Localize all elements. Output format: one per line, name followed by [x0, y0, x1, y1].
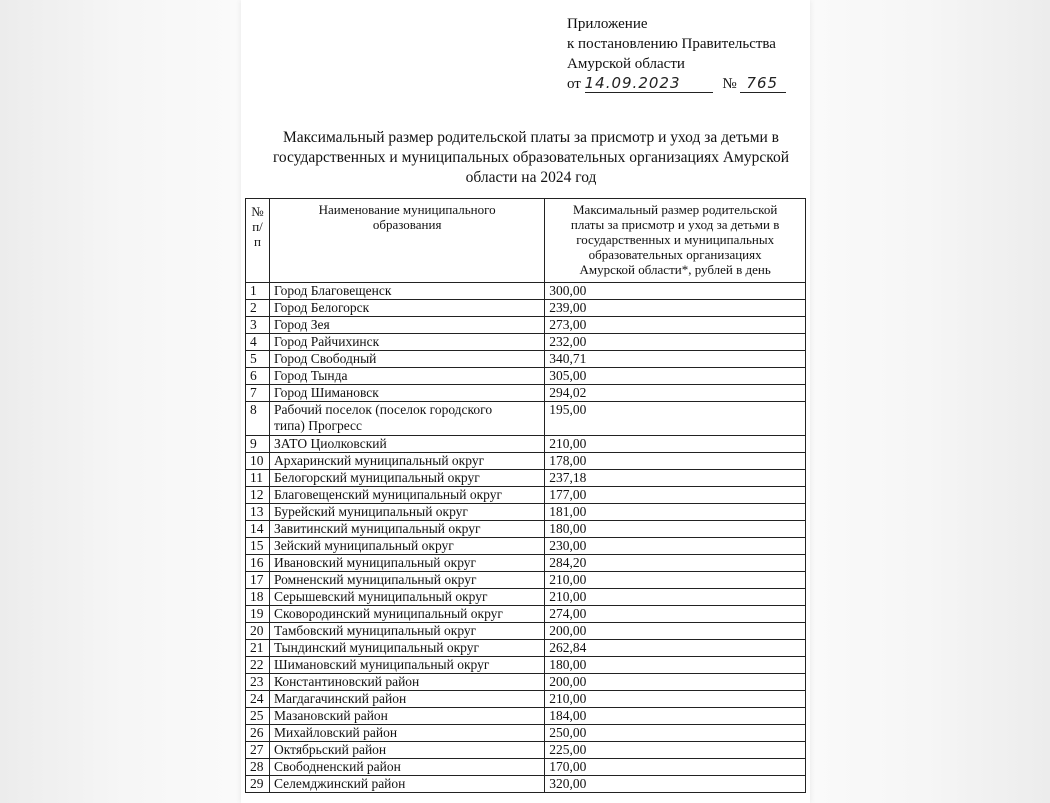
row-number: 10 — [246, 453, 270, 470]
row-fee: 210,00 — [545, 589, 806, 606]
table-row — [246, 674, 806, 691]
row-fee: 237,18 — [545, 470, 806, 487]
table-row — [246, 487, 806, 504]
handwritten-number: 765 — [746, 74, 779, 92]
municipality-name: Город Благовещенск — [273, 283, 392, 298]
row-fee: 180,00 — [545, 521, 806, 538]
row-fee: 210,00 — [545, 572, 806, 589]
row-number: 2 — [246, 300, 270, 317]
row-number: 1 — [246, 283, 270, 300]
table-row — [246, 691, 806, 708]
row-fee: 340,71 — [545, 351, 806, 368]
municipality-name: Тамбовский муниципальный округ — [273, 623, 477, 638]
table-row — [246, 759, 806, 776]
header-fee — [545, 199, 806, 283]
row-number: 9 — [246, 436, 270, 453]
row-fee: 284,20 — [545, 555, 806, 572]
row-number: 23 — [246, 674, 270, 691]
row-fee: 232,00 — [545, 334, 806, 351]
table-row — [246, 742, 806, 759]
row-number: 5 — [246, 351, 270, 368]
municipality-name: Октябрьский район — [273, 742, 387, 757]
row-number: 24 — [246, 691, 270, 708]
row-fee: 294,02 — [545, 385, 806, 402]
row-municipality — [269, 385, 544, 402]
table-row — [246, 708, 806, 725]
header-fee-line-4: образовательных организациях — [588, 247, 762, 262]
row-municipality — [269, 487, 544, 504]
row-municipality — [269, 317, 544, 334]
municipality-name: Город Свободный — [273, 351, 377, 366]
municipality-name: Сковородинский муниципальный округ — [273, 606, 503, 621]
row-fee: 262,84 — [545, 640, 806, 657]
municipality-name: Город Зея — [273, 317, 330, 332]
row-number: 28 — [246, 759, 270, 776]
number-prefix: № — [722, 76, 737, 92]
row-municipality — [269, 504, 544, 521]
row-fee: 177,00 — [545, 487, 806, 504]
row-number: 6 — [246, 368, 270, 385]
row-fee: 181,00 — [545, 504, 806, 521]
row-fee: 170,00 — [545, 759, 806, 776]
row-fee: 180,00 — [545, 657, 806, 674]
municipality-name: Завитинский муниципальный округ — [273, 521, 481, 536]
row-municipality — [269, 725, 544, 742]
row-municipality — [269, 283, 544, 300]
header-fee-line-1: Максимальный размер родительской — [572, 202, 778, 217]
municipality-name: Город Райчихинск — [273, 334, 380, 349]
table-row — [246, 283, 806, 300]
municipality-name: Ромненский муниципальный округ — [273, 572, 477, 587]
appendix-date-line — [567, 74, 786, 94]
date-prefix: от — [567, 76, 581, 92]
appendix-line-1: Приложение — [567, 16, 648, 32]
row-number: 29 — [246, 776, 270, 793]
table-row — [246, 640, 806, 657]
row-number: 11 — [246, 470, 270, 487]
row-fee: 184,00 — [545, 708, 806, 725]
municipality-name: Город Белогорск — [273, 300, 370, 315]
row-number: 7 — [246, 385, 270, 402]
row-number: 13 — [246, 504, 270, 521]
table-row — [246, 385, 806, 402]
municipality-name: Михайловский район — [273, 725, 398, 740]
title-line-2: государственных и муниципальных образовательных организациях Амурской — [272, 149, 790, 166]
row-fee: 200,00 — [545, 623, 806, 640]
municipality-name: Константиновский район — [273, 674, 420, 689]
table-row — [246, 334, 806, 351]
municipality-name: Тындинский муниципальный округ — [273, 640, 480, 655]
row-fee: 273,00 — [545, 317, 806, 334]
row-municipality — [269, 657, 544, 674]
row-fee: 195,00 — [545, 402, 806, 436]
municipality-name: Архаринский муниципальный округ — [273, 453, 485, 468]
municipality-name: Свободненский район — [273, 759, 401, 774]
row-municipality — [269, 776, 544, 793]
header-name-line-1: Наименование муниципального — [318, 202, 496, 217]
municipality-name: Город Тында — [273, 368, 348, 383]
header-number — [246, 199, 270, 283]
row-municipality — [269, 521, 544, 538]
table-body — [246, 283, 806, 793]
header-number-line-1: № — [251, 204, 264, 219]
row-municipality — [269, 572, 544, 589]
header-name-line-2: образования — [372, 217, 442, 232]
table-row — [246, 521, 806, 538]
table-row — [246, 368, 806, 385]
row-municipality — [269, 555, 544, 572]
row-municipality — [269, 300, 544, 317]
table-row — [246, 300, 806, 317]
row-fee: 210,00 — [545, 436, 806, 453]
title-line-1: Максимальный размер родительской платы за присмотр и уход за детьми в — [283, 129, 779, 146]
table-row — [246, 453, 806, 470]
municipality-name: Благовещенский муниципальный округ — [273, 487, 502, 502]
row-number: 8 — [246, 402, 270, 436]
row-municipality — [269, 742, 544, 759]
date-field — [585, 75, 713, 93]
row-number: 14 — [246, 521, 270, 538]
municipality-name: Магдагачинский район — [273, 691, 407, 706]
row-fee: 210,00 — [545, 691, 806, 708]
row-fee: 239,00 — [545, 300, 806, 317]
row-number: 20 — [246, 623, 270, 640]
row-fee: 178,00 — [545, 453, 806, 470]
handwritten-date: 14.09.2023 — [584, 74, 681, 92]
row-number: 15 — [246, 538, 270, 555]
municipality-name: Серышевский муниципальный округ — [273, 589, 488, 604]
header-fee-line-2: платы за присмотр и уход за детьми в — [570, 217, 780, 232]
municipality-name: Рабочий поселок (поселок городского — [273, 402, 493, 417]
number-field — [740, 75, 786, 93]
row-fee: 250,00 — [545, 725, 806, 742]
table-row — [246, 555, 806, 572]
header-name — [269, 199, 544, 283]
row-municipality — [269, 470, 544, 487]
table-header-row — [246, 199, 806, 283]
row-number: 16 — [246, 555, 270, 572]
row-number: 4 — [246, 334, 270, 351]
table-row — [246, 351, 806, 368]
municipality-name: Шимановский муниципальный округ — [273, 657, 490, 672]
row-fee: 225,00 — [545, 742, 806, 759]
table-row — [246, 504, 806, 521]
row-municipality — [269, 402, 544, 436]
municipality-name-continued: типа) Прогресс — [273, 418, 363, 433]
row-municipality — [269, 759, 544, 776]
row-number: 22 — [246, 657, 270, 674]
municipality-name: Ивановский муниципальный округ — [273, 555, 477, 570]
row-municipality — [269, 368, 544, 385]
row-fee: 230,00 — [545, 538, 806, 555]
fees-table — [245, 198, 806, 793]
municipality-name: Бурейский муниципальный округ — [273, 504, 468, 519]
row-municipality — [269, 623, 544, 640]
municipality-name: Мазановский район — [273, 708, 388, 723]
row-number: 3 — [246, 317, 270, 334]
document-title — [248, 128, 814, 188]
row-number: 12 — [246, 487, 270, 504]
table-row — [246, 402, 806, 436]
row-number: 19 — [246, 606, 270, 623]
row-municipality — [269, 589, 544, 606]
row-municipality — [269, 640, 544, 657]
row-number: 17 — [246, 572, 270, 589]
row-municipality — [269, 708, 544, 725]
row-fee: 300,00 — [545, 283, 806, 300]
row-fee: 320,00 — [545, 776, 806, 793]
row-municipality — [269, 606, 544, 623]
row-municipality — [269, 453, 544, 470]
table-row — [246, 317, 806, 334]
header-number-line-2: п/п — [252, 219, 263, 249]
row-municipality — [269, 436, 544, 453]
row-fee: 274,00 — [545, 606, 806, 623]
row-number: 27 — [246, 742, 270, 759]
municipality-name: Город Шимановск — [273, 385, 379, 400]
municipality-name: Белогорский муниципальный округ — [273, 470, 480, 485]
title-line-3: области на 2024 год — [465, 169, 597, 186]
table-row — [246, 589, 806, 606]
row-municipality — [269, 351, 544, 368]
row-municipality — [269, 538, 544, 555]
table-row — [246, 725, 806, 742]
table-row — [246, 776, 806, 793]
table-row — [246, 470, 806, 487]
row-number: 21 — [246, 640, 270, 657]
row-number: 26 — [246, 725, 270, 742]
row-fee: 200,00 — [545, 674, 806, 691]
appendix-line-2: к постановлению Правительства — [567, 36, 776, 52]
municipality-name: Зейский муниципальный округ — [273, 538, 454, 553]
table-row — [246, 572, 806, 589]
header-fee-line-3: государственных и муниципальных — [576, 232, 775, 247]
appendix-header — [567, 14, 786, 94]
header-fee-line-5: Амурской области*, рублей в день — [579, 262, 771, 277]
row-municipality — [269, 674, 544, 691]
table-row — [246, 606, 806, 623]
table-row — [246, 623, 806, 640]
row-number: 18 — [246, 589, 270, 606]
table-row — [246, 538, 806, 555]
row-municipality — [269, 334, 544, 351]
table-row — [246, 657, 806, 674]
appendix-line-3: Амурской области — [567, 56, 685, 72]
municipality-name: Селемджинский район — [273, 776, 406, 791]
row-municipality — [269, 691, 544, 708]
row-number: 25 — [246, 708, 270, 725]
row-fee: 305,00 — [545, 368, 806, 385]
municipality-name: ЗАТО Циолковский — [273, 436, 387, 451]
table-row — [246, 436, 806, 453]
